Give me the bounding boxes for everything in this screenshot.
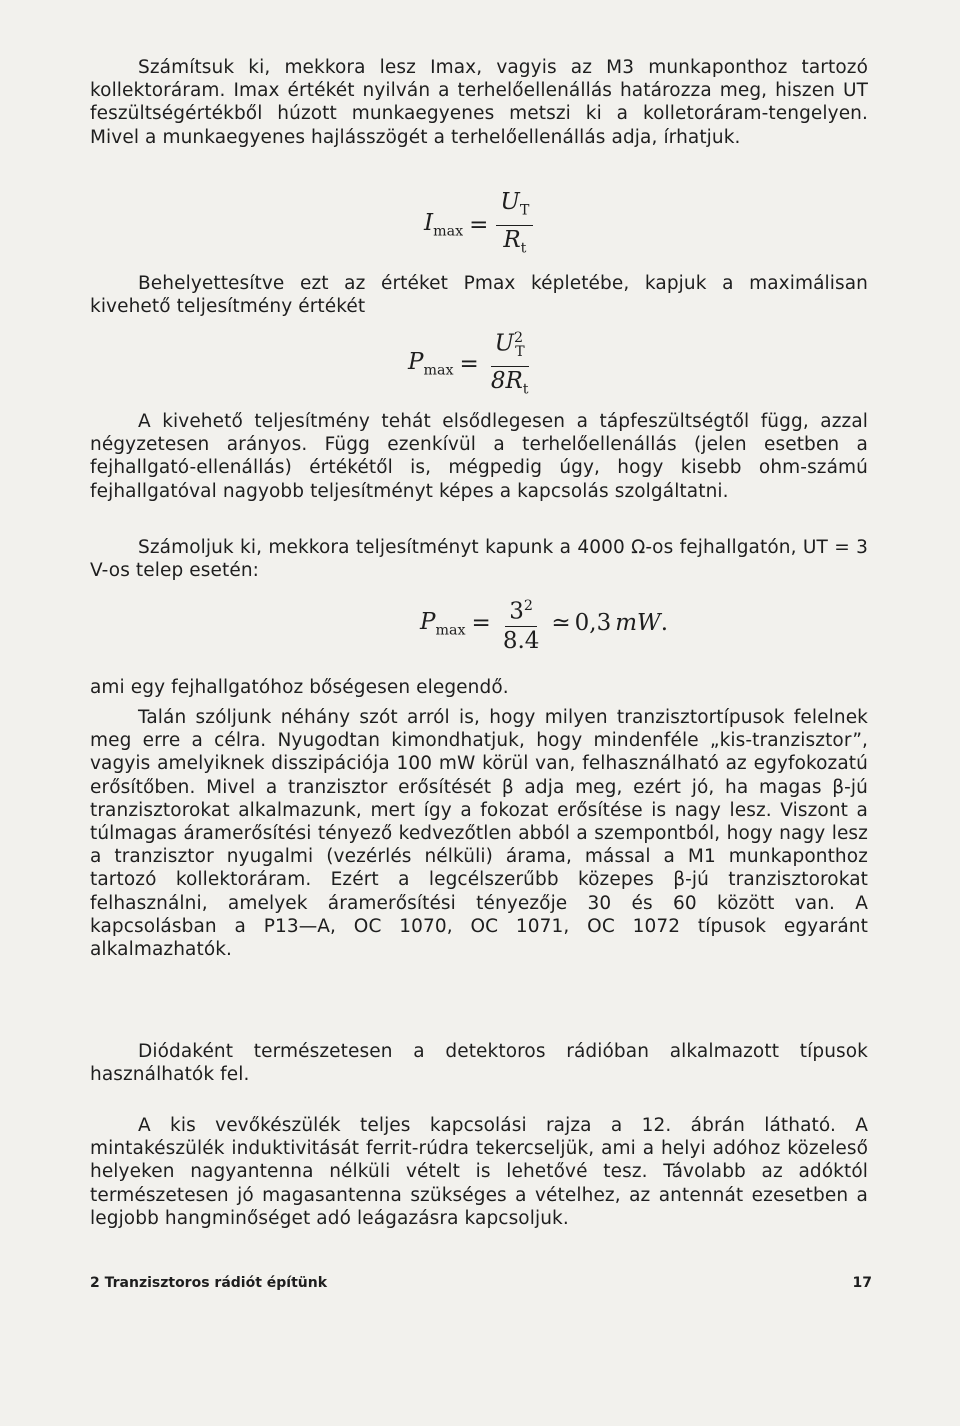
equation-pmax: $P_{max}$ = $\frac{U^2_T}{8R_t}$: [408, 324, 541, 404]
paragraph-2: Behelyettesítve ezt az értéket Pmax képletébe, kapjuk a maximálisan kivehető teljesítmény értékét: [90, 273, 868, 318]
equation-imax: $I_{max}$ = $\frac{U_T}{R_t}$: [424, 188, 541, 262]
paragraph-8: A kis vevőkészülék teljes kapcsolási rajza a 12. ábrán látható. A mintakészülék induktivitását ferrit-rúdra tekercseljük, ami a helyi adóhoz közeleső helyeken nagyantenna nélküli vételt is lehetővé tesz. Távolabb az adóktól természetesen jó magasantenna szükséges a vételhez, az antennát ezesetben a legjobb hangminőséget adó leágazásra kapcsoljuk.: [90, 1115, 868, 1229]
fraction: $\frac{3^2}{8.4}$: [499, 592, 544, 655]
fraction: $\frac{U^2_T}{8R_t}$: [487, 324, 533, 404]
paragraph-3: A kivehető teljesítmény tehát elsődlegesen a tápfeszültségtől függ, azzal négyzetesen arányos. Függ ezenkívül a terhelőellenállás (jelen esetben a fejhallgató-ellenállás) értékétől is, mégpedig úgy, hogy kisebb ohm-számú fejhallgatóval nagyobb teljesítményt képes a kapcsolás szolgáltatni.: [90, 411, 868, 502]
book-title: 2 Tranzisztoros rádiót építünk: [90, 1275, 328, 1291]
paragraph-5: ami egy fejhallgatóhoz bőségesen elegendő.: [90, 677, 509, 698]
page-footer: [90, 1275, 872, 1291]
paragraph-6: Talán szóljunk néhány szót arról is, hogy milyen tranzisztortípusok felelnek meg erre a célra. Nyugodtan kimondhatjuk, hogy mindenféle „kis-tranzisztor”, vagyis amelyiknek disszipációja 100 mW körül van, felhasználható az egyfokozatú erősítőben. Mivel a tranzisztor erősítését β adja meg, ezért jó, ha magas β-jú tranzisztorokat alkalmazunk, mert így a fokozat erősítése is nagy lesz. Viszont a túlmagas áramerősítési tényező kedvezőtlen abból a szempontból, hogy nagy lesz a tranzisztor nyugalmi (vezérlés nélküli) árama, mással a M1 munkaponthoz tartozó kollektoráram. Ezért a legcélszerűbb közepes β-jú tranzisztorokat felhasználni, amelyek áramerősítési tényezője 30 és 60 között van. A kapcsolásban a P13—A, OC 1070, OC 1071, OC 1072 típusok egyaránt alkalmazhatók.: [90, 707, 868, 961]
paragraph-7: Diódaként természetesen a detektoros rádióban alkalmazott típusok használhatók fel.: [90, 1041, 868, 1086]
equation-pmax-calc: $P_{max}$ = $\frac{3^2}{8.4}$ ≃ 0,3 mW .: [420, 592, 668, 655]
paragraph-4: Számoljuk ki, mekkora teljesítményt kapunk a 4000 Ω-os fejhallgatón, UT = 3 V-os telep esetén:: [90, 537, 868, 582]
page-number: 17: [852, 1275, 872, 1291]
paragraph-1: Számítsuk ki, mekkora lesz Imax, vagyis az M3 munkaponthoz tartozó kollektoráram. Imax értékét nyilván a terhelőellenállás határozza meg, hiszen UT feszültségértékből húzott munkaegyenes metszi ki a kolletoráram-tengelyen. Mivel a munkaegyenes hajlásszögét a terhelőellenállás adja, írhatjuk.: [90, 57, 868, 148]
fraction: $\frac{U_T}{R_t}$: [496, 188, 533, 262]
